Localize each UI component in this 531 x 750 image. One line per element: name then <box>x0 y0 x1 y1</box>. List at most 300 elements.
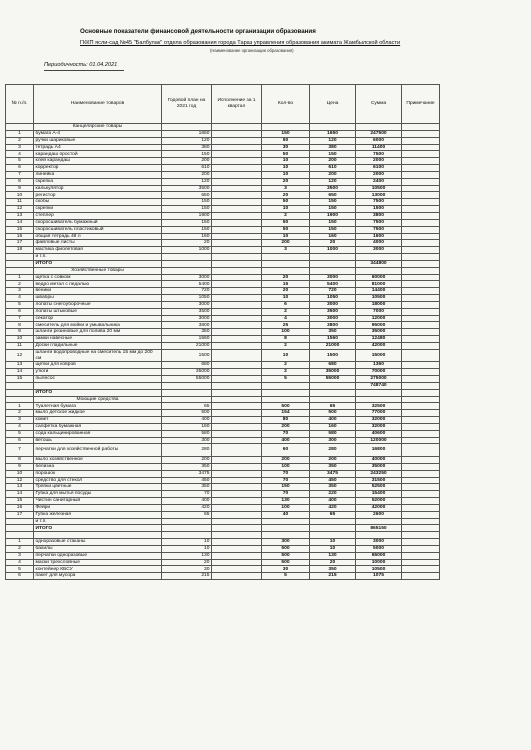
cell-item-name: корректор <box>34 165 162 172</box>
period-label: Периодичность: 01.04.2021 <box>44 62 118 68</box>
cell-sum: 14400 <box>356 288 402 295</box>
table-row <box>6 417 440 424</box>
cell-sum: 2000 <box>356 171 402 178</box>
table-row <box>6 545 440 552</box>
cell-number: 10 <box>6 470 34 477</box>
table-row <box>6 192 440 199</box>
cell-item-name: перчатки для хозяйственной работы <box>34 444 162 457</box>
cell-q1-execution <box>212 144 262 151</box>
cell-price: 150 <box>310 199 356 206</box>
cell-item-name: Тряпки цветные <box>34 484 162 491</box>
cell-note <box>402 463 440 470</box>
cell-quantity <box>262 532 310 539</box>
cell-empty <box>356 396 402 403</box>
cell-price: 150 <box>310 206 356 213</box>
cell-note <box>402 545 440 552</box>
cell-annual-plan: 3500 <box>162 308 212 315</box>
cell-price: 3500 <box>310 185 356 192</box>
cell-sum: 1500 <box>356 206 402 213</box>
cell-item-name <box>34 382 162 389</box>
cell-quantity: 70 <box>262 430 310 437</box>
cell-q1-execution <box>212 254 262 261</box>
cell-number: 9 <box>6 463 34 470</box>
cell-item-name: лопаты снегоуборочные <box>34 301 162 308</box>
cell-number: 5 <box>6 158 34 165</box>
cell-sum: 10000 <box>356 559 402 566</box>
cell-q1-execution <box>212 274 262 281</box>
cell-q1-execution <box>212 288 262 295</box>
cell-quantity: 5 <box>262 376 310 383</box>
cell-annual-plan: 500 <box>162 410 212 417</box>
cell-number: 12 <box>6 349 34 362</box>
total-row <box>6 525 440 532</box>
cell-empty <box>310 396 356 403</box>
cell-sum: 12480 <box>356 336 402 343</box>
cell-item-name: средство для стекол <box>34 477 162 484</box>
cell-empty <box>402 267 440 274</box>
cell-item-name: утюги <box>34 369 162 376</box>
cell-note <box>402 573 440 580</box>
cell-quantity: 50 <box>262 219 310 226</box>
cell-number: 6 <box>6 573 34 580</box>
cell-note <box>402 470 440 477</box>
column-header: № п./п. <box>6 85 34 124</box>
cell-q1-execution <box>212 498 262 505</box>
cell-number: 13 <box>6 212 34 219</box>
cell-quantity: 2 <box>262 369 310 376</box>
table-row <box>6 322 440 329</box>
period-underline <box>44 70 124 71</box>
cell-price: 120 <box>310 178 356 185</box>
cell-q1-execution <box>212 137 262 144</box>
cell-note <box>402 511 440 518</box>
cell-note <box>402 349 440 362</box>
cell-note <box>402 498 440 505</box>
cell-item-name: калькулятор <box>34 185 162 192</box>
cell-number: 15 <box>6 376 34 383</box>
cell-quantity: 10 <box>262 349 310 362</box>
cell-price: 3800 <box>310 322 356 329</box>
cell-quantity: 10 <box>262 171 310 178</box>
cell-empty <box>162 389 212 396</box>
table-row <box>6 185 440 192</box>
cell-price: 10 <box>310 539 356 546</box>
cell-quantity: 100 <box>262 329 310 336</box>
cell-number: 14 <box>6 491 34 498</box>
cell-item-name: щетки для ковров <box>34 362 162 369</box>
cell-item-name: и т.п. <box>34 518 162 525</box>
cell-empty <box>310 260 356 267</box>
table-row <box>6 288 440 295</box>
cell-sum: 3000 <box>356 247 402 254</box>
cell-number: 15 <box>6 226 34 233</box>
cell-number: 6 <box>6 308 34 315</box>
table-row <box>6 295 440 302</box>
cell-sum: 65000 <box>356 552 402 559</box>
cell-price: 1560 <box>310 336 356 343</box>
table-row <box>6 463 440 470</box>
cell-empty <box>162 267 212 274</box>
cell-item-name: бумага А-4 <box>34 130 162 137</box>
cell-annual-plan: 5400 <box>162 281 212 288</box>
table-row <box>6 233 440 240</box>
cell-annual-plan <box>162 382 212 389</box>
cell-annual-plan: 650 <box>162 192 212 199</box>
cell-item-name: тетрадь А4 <box>34 144 162 151</box>
cell-annual-plan: 200 <box>162 171 212 178</box>
section-header-row <box>6 396 440 403</box>
cell-item-name: швабры <box>34 295 162 302</box>
cell-sum: 12000 <box>356 315 402 322</box>
table-row <box>6 301 440 308</box>
cell-item-name: скоросшиватель бумажный <box>34 219 162 226</box>
section-title: Хозяйственные товары <box>34 267 162 274</box>
cell-annual-plan: 1050 <box>162 295 212 302</box>
cell-annual-plan: 720 <box>162 288 212 295</box>
cell-number: 17 <box>6 511 34 518</box>
cell-number: 2 <box>6 137 34 144</box>
cell-note <box>402 477 440 484</box>
cell-empty <box>262 260 310 267</box>
cell-item-name: скрепка <box>34 178 162 185</box>
cell-sum: 748740 <box>356 382 402 389</box>
cell-sum: 10500 <box>356 566 402 573</box>
cell-annual-plan: 400 <box>162 498 212 505</box>
cell-note <box>402 151 440 158</box>
cell-empty <box>262 396 310 403</box>
table-row <box>6 491 440 498</box>
cell-item-name: регистор <box>34 192 162 199</box>
cell-number <box>6 532 34 539</box>
cell-empty <box>212 260 262 267</box>
cell-annual-plan <box>162 518 212 525</box>
organization-name: ГККП ясли-сад №45 "Балбулак" отдела образования города Тараз управления образования акимата Жамбылской области <box>80 40 401 46</box>
column-header: Годовой план на 2021 год <box>162 85 212 124</box>
cell-item-name: шланги водопроводные на смеситель 15 мм до 200 см <box>34 349 162 362</box>
cell-annual-plan: 400 <box>162 417 212 424</box>
cell-note <box>402 518 440 525</box>
cell-sum: 275000 <box>356 376 402 383</box>
cell-quantity <box>262 518 310 525</box>
cell-note <box>402 362 440 369</box>
cell-quantity: 10 <box>262 165 310 172</box>
table-row <box>6 573 440 580</box>
cell-q1-execution <box>212 511 262 518</box>
cell-note <box>402 185 440 192</box>
cell-price: 350 <box>310 463 356 470</box>
cell-q1-execution <box>212 369 262 376</box>
cell-item-name: сода кальцинированная <box>34 430 162 437</box>
table-row <box>6 511 440 518</box>
cell-q1-execution <box>212 545 262 552</box>
cell-number: 16 <box>6 233 34 240</box>
cell-quantity: 10 <box>262 233 310 240</box>
cell-q1-execution <box>212 315 262 322</box>
organization-caption: (Наименование организации образования) <box>210 48 294 53</box>
cell-quantity: 3 <box>262 247 310 254</box>
cell-quantity: 2 <box>262 308 310 315</box>
cell-number: 8 <box>6 456 34 463</box>
cell-price: 3500 <box>310 308 356 315</box>
cell-sum: 2400 <box>356 178 402 185</box>
cell-sum: 32000 <box>356 417 402 424</box>
table-row <box>6 349 440 362</box>
table-row <box>6 206 440 213</box>
table-row <box>6 240 440 247</box>
cell-empty <box>310 525 356 532</box>
cell-price <box>310 382 356 389</box>
cell-item-name: мыло детское жидкое <box>34 410 162 417</box>
cell-note <box>402 240 440 247</box>
cell-sum: 70000 <box>356 369 402 376</box>
cell-note <box>402 539 440 546</box>
cell-number <box>6 396 34 403</box>
cell-quantity: 50 <box>262 137 310 144</box>
cell-q1-execution <box>212 423 262 430</box>
cell-quantity: 20 <box>262 192 310 199</box>
cell-sum: 32500 <box>356 403 402 410</box>
cell-note <box>402 137 440 144</box>
cell-empty <box>262 389 310 396</box>
cell-annual-plan <box>162 254 212 261</box>
cell-note <box>402 369 440 376</box>
cell-note <box>402 247 440 254</box>
cell-q1-execution <box>212 151 262 158</box>
cell-note <box>402 315 440 322</box>
column-header: Примечание <box>402 85 440 124</box>
cell-quantity: 20 <box>262 288 310 295</box>
cell-note <box>402 144 440 151</box>
cell-number: 4 <box>6 559 34 566</box>
cell-number: 5 <box>6 566 34 573</box>
table-row <box>6 343 440 350</box>
total-sum: 344800 <box>356 260 402 267</box>
cell-sum <box>356 518 402 525</box>
cell-number: 15 <box>6 498 34 505</box>
cell-price: 650 <box>310 192 356 199</box>
cell-q1-execution <box>212 566 262 573</box>
table-row <box>6 308 440 315</box>
cell-price: 1500 <box>310 349 356 362</box>
cell-quantity <box>262 382 310 389</box>
total-label: ИТОГО <box>34 525 162 532</box>
cell-q1-execution <box>212 308 262 315</box>
cell-price: 500 <box>310 410 356 417</box>
cell-price: 150 <box>310 226 356 233</box>
cell-annual-plan: 350 <box>162 484 212 491</box>
cell-sum: 77000 <box>356 410 402 417</box>
cell-note <box>402 274 440 281</box>
cell-q1-execution <box>212 233 262 240</box>
cell-number: 12 <box>6 477 34 484</box>
cell-empty <box>402 124 440 131</box>
table-row <box>6 504 440 511</box>
cell-annual-plan: 3000 <box>162 274 212 281</box>
cell-note <box>402 504 440 511</box>
cell-price: 1000 <box>310 247 356 254</box>
cell-number <box>6 389 34 396</box>
cell-note <box>402 525 440 532</box>
cell-empty <box>356 267 402 274</box>
cell-number: 7 <box>6 444 34 457</box>
cell-quantity: 10 <box>262 158 310 165</box>
cell-price: 55000 <box>310 376 356 383</box>
table-row <box>6 484 440 491</box>
cell-q1-execution <box>212 444 262 457</box>
cell-quantity: 4 <box>262 315 310 322</box>
cell-number: 3 <box>6 144 34 151</box>
cell-note <box>402 552 440 559</box>
cell-quantity: 2 <box>262 343 310 350</box>
cell-number: 8 <box>6 178 34 185</box>
cell-q1-execution <box>212 470 262 477</box>
cell-q1-execution <box>212 301 262 308</box>
cell-price: 150 <box>310 219 356 226</box>
cell-note <box>402 444 440 457</box>
cell-note <box>402 376 440 383</box>
cell-price: 215 <box>310 573 356 580</box>
cell-empty <box>212 396 262 403</box>
cell-item-name: карандаш простой <box>34 151 162 158</box>
cell-item-name: пылесос <box>34 376 162 383</box>
cell-number: 11 <box>6 199 34 206</box>
cell-annual-plan: 10 <box>162 545 212 552</box>
cell-annual-plan: 65 <box>162 511 212 518</box>
cell-item-name: Фейри <box>34 504 162 511</box>
cell-quantity: 30 <box>262 566 310 573</box>
cell-q1-execution <box>212 477 262 484</box>
cell-empty <box>212 124 262 131</box>
cell-empty <box>212 389 262 396</box>
column-header: Цена <box>310 85 356 124</box>
cell-annual-plan: 200 <box>162 158 212 165</box>
cell-sum: 11400 <box>356 144 402 151</box>
cell-price: 20 <box>310 240 356 247</box>
cell-annual-plan: 350 <box>162 329 212 336</box>
cell-note <box>402 301 440 308</box>
table-row <box>6 477 440 484</box>
cell-sum: 32000 <box>356 423 402 430</box>
cell-sum: 4000 <box>356 240 402 247</box>
cell-quantity: 150 <box>262 484 310 491</box>
cell-item-name: файловые листы <box>34 240 162 247</box>
cell-quantity: 70 <box>262 470 310 477</box>
table-row <box>6 518 440 525</box>
cell-price: 5400 <box>310 281 356 288</box>
cell-sum: 52000 <box>356 498 402 505</box>
cell-price: 350 <box>310 484 356 491</box>
cell-empty <box>356 124 402 131</box>
cell-item-name: бахилы <box>34 545 162 552</box>
cell-number: 14 <box>6 369 34 376</box>
cell-price: 65 <box>310 511 356 518</box>
cell-price: 580 <box>310 430 356 437</box>
cell-q1-execution <box>212 504 262 511</box>
cell-number: 4 <box>6 151 34 158</box>
section-header-row <box>6 267 440 274</box>
cell-quantity: 25 <box>262 322 310 329</box>
table-row <box>6 151 440 158</box>
table-body <box>6 124 440 580</box>
table-row <box>6 403 440 410</box>
table-row <box>6 226 440 233</box>
cell-q1-execution <box>212 362 262 369</box>
cell-empty <box>310 389 356 396</box>
section-header-row <box>6 124 440 131</box>
cell-quantity: 200 <box>262 423 310 430</box>
cell-quantity: 30 <box>262 144 310 151</box>
cell-price: 680 <box>310 362 356 369</box>
cell-q1-execution <box>212 329 262 336</box>
cell-sum: 7500 <box>356 199 402 206</box>
table-row <box>6 423 440 430</box>
cell-sum: 7500 <box>356 226 402 233</box>
cell-annual-plan: 35000 <box>162 369 212 376</box>
cell-sum: 1600 <box>356 233 402 240</box>
cell-annual-plan: 420 <box>162 504 212 511</box>
cell-number: 7 <box>6 315 34 322</box>
financial-table <box>5 84 440 580</box>
cell-note <box>402 219 440 226</box>
cell-empty <box>262 525 310 532</box>
cell-empty <box>212 525 262 532</box>
table-row <box>6 137 440 144</box>
cell-note <box>402 130 440 137</box>
column-header: Кол-во <box>262 85 310 124</box>
cell-item-name: Чистин санитарный <box>34 498 162 505</box>
cell-quantity: 70 <box>262 491 310 498</box>
cell-sum: 2000 <box>356 158 402 165</box>
cell-sum: 42000 <box>356 343 402 350</box>
cell-q1-execution <box>212 206 262 213</box>
cell-annual-plan: 20 <box>162 559 212 566</box>
cell-note <box>402 288 440 295</box>
cell-number <box>6 260 34 267</box>
cell-q1-execution <box>212 219 262 226</box>
cell-price: 400 <box>310 498 356 505</box>
cell-q1-execution <box>212 403 262 410</box>
table-row <box>6 470 440 477</box>
cell-annual-plan: 150 <box>162 206 212 213</box>
cell-price: 220 <box>310 491 356 498</box>
cell-sum: 95000 <box>356 322 402 329</box>
cell-quantity: 500 <box>262 403 310 410</box>
cell-price: 160 <box>310 233 356 240</box>
cell-q1-execution <box>212 165 262 172</box>
cell-price: 3000 <box>310 301 356 308</box>
cell-quantity: 200 <box>262 240 310 247</box>
cell-quantity: 150 <box>262 130 310 137</box>
cell-annual-plan: 610 <box>162 165 212 172</box>
cell-sum: 40000 <box>356 456 402 463</box>
cell-note <box>402 308 440 315</box>
table-row <box>6 315 440 322</box>
cell-sum: 42000 <box>356 504 402 511</box>
cell-item-name: скоросшиватель пластиковый <box>34 226 162 233</box>
cell-quantity: 80 <box>262 417 310 424</box>
cell-price: 200 <box>310 171 356 178</box>
cell-price <box>310 532 356 539</box>
cell-annual-plan: 3475 <box>162 470 212 477</box>
cell-empty <box>162 525 212 532</box>
cell-note <box>402 165 440 172</box>
cell-q1-execution <box>212 532 262 539</box>
cell-note <box>402 329 440 336</box>
cell-sum: 31500 <box>356 477 402 484</box>
table-row <box>6 254 440 261</box>
cell-sum: 52500 <box>356 484 402 491</box>
cell-q1-execution <box>212 539 262 546</box>
